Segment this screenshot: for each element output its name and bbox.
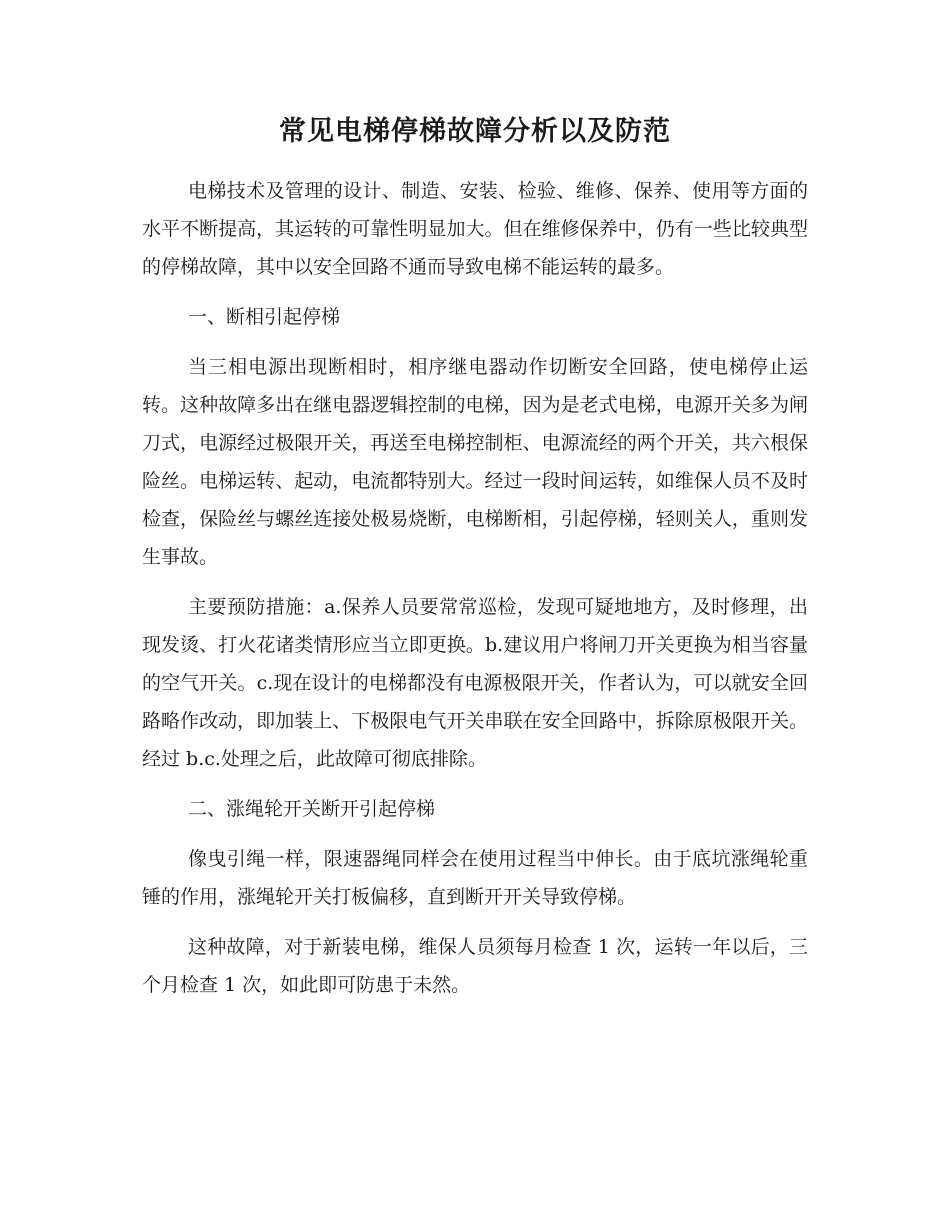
section1-paragraph-2: 主要预防措施：a.保养人员要常常巡检，发现可疑地地方，及时修理，出现发烫、打火花诸类情形应当立即更换。b.建议用户将闸刀开关更换为相当容量的空气开关。c.现在设计的电梯都没有电源极限开关，作者认为，可以就安全回路略作改动，即加装上、下极限电气开关串联在安全回路中，拆除原极限开关。经过 b.c.处理之后，此故障可彻底排除。 [142, 596, 808, 770]
document-title: 常见电梯停梯故障分析以及防范 [279, 116, 671, 147]
intro-paragraph: 电梯技术及管理的设计、制造、安装、检验、维修、保养、使用等方面的水平不断提高，其运转的可靠性明显加大。但在维修保养中，仍有一些比较典型的停梯故障，其中以安全回路不通而导致电梯不能运转的最多。 [142, 180, 808, 278]
section-heading-1: 一、断相引起停梯 [188, 306, 341, 328]
document-page [142, 110, 808, 1016]
section2-paragraph-1: 像曳引绳一样，限速器绳同样会在使用过程当中伸长。由于底坑涨绳轮重锤的作用，涨绳轮开关打板偏移，直到断开开关导致停梯。 [142, 848, 808, 908]
section2-paragraph-2: 这种故障，对于新装电梯，维保人员须每月检查 1 次，运转一年以后，三个月检查 1 次，如此即可防患于未然。 [142, 936, 808, 996]
section1-paragraph-1: 当三相电源出现断相时，相序继电器动作切断安全回路，使电梯停止运转。这种故障多出在继电器逻辑控制的电梯，因为是老式电梯，电源开关多为闸刀式，电源经过极限开关，再送至电梯控制柜、电源流经的两个开关，共六根保险丝。电梯运转、起动，电流都特别大。经过一段时间运转，如维保人员不及时检查，保险丝与螺丝连接处极易烧断，电梯断相，引起停梯，轻则关人，重则发生事故。 [142, 356, 808, 568]
section-heading-2: 二、涨绳轮开关断开引起停梯 [188, 798, 436, 820]
